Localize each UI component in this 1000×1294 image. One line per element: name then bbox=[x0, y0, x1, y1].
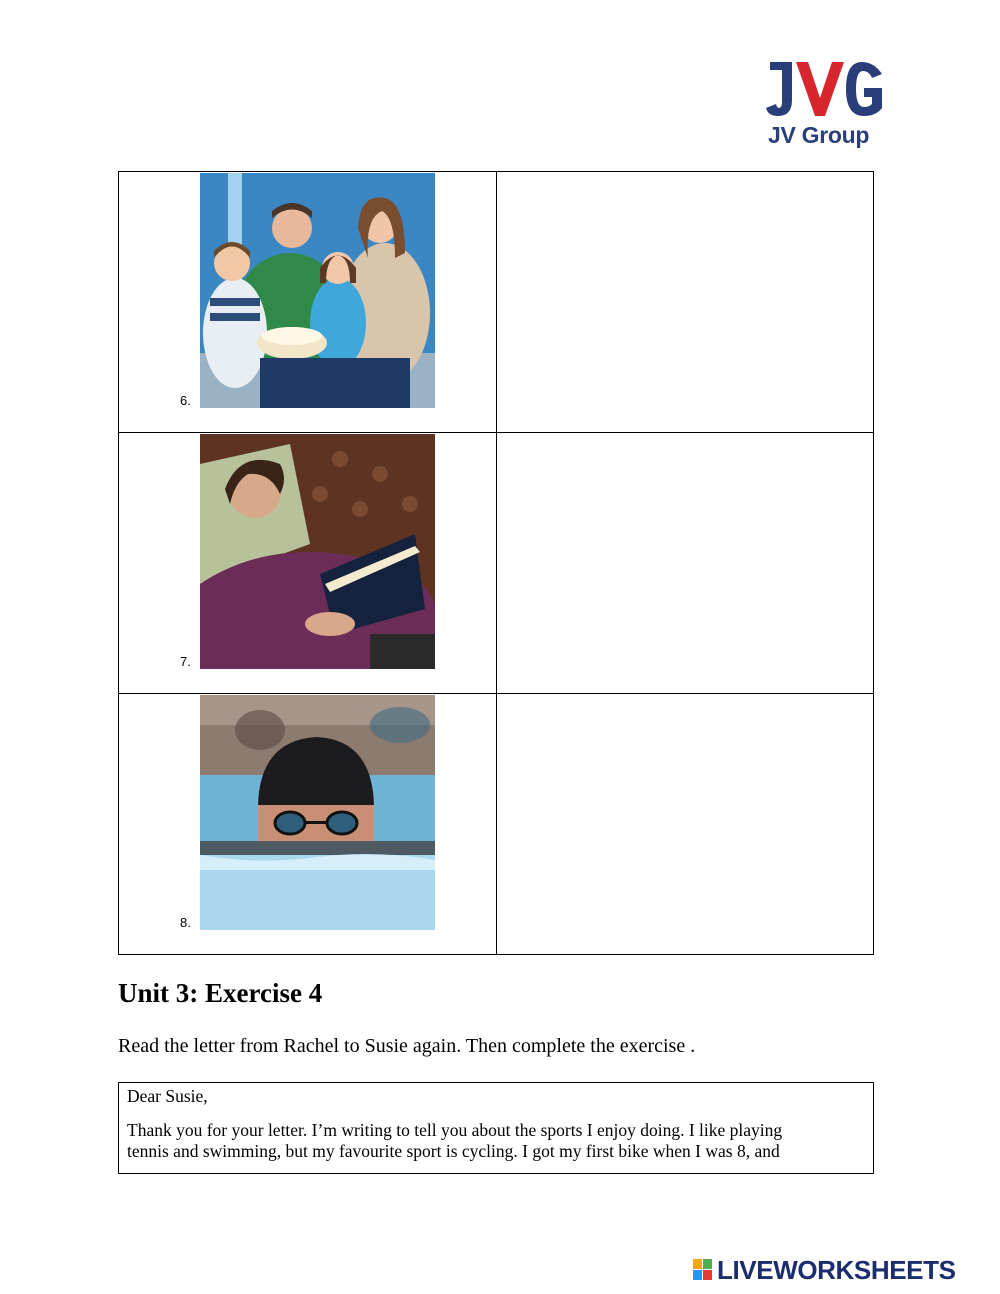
letter-line: tennis and swimming, but my favourite sport is cycling. I got my first bike when I was 8, and bbox=[127, 1141, 780, 1161]
table-row bbox=[119, 172, 874, 433]
exercise-heading: Unit 3: Exercise 4 bbox=[118, 978, 323, 1008]
jv-group-logo bbox=[762, 56, 886, 152]
item-number: 7. bbox=[180, 654, 191, 669]
logo-text: JV Group bbox=[768, 122, 870, 148]
liveworksheets-badge-icon bbox=[693, 1259, 713, 1281]
answer-cell[interactable] bbox=[496, 172, 874, 433]
letter-greeting: Dear Susie, bbox=[127, 1086, 208, 1106]
item-number: 8. bbox=[180, 915, 191, 930]
woman-reading-book-photo bbox=[200, 434, 435, 669]
letter-line: Thank you for your letter. I’m writing to tell you about the sports I enjoy doing. I like playing bbox=[127, 1120, 783, 1140]
swimmer-in-pool-photo bbox=[200, 695, 435, 930]
picture-cell bbox=[119, 172, 497, 433]
picture-cell bbox=[119, 694, 497, 955]
item-number: 6. bbox=[180, 393, 191, 408]
picture-cell bbox=[119, 433, 497, 694]
answer-cell[interactable] bbox=[496, 694, 874, 955]
table-row bbox=[119, 694, 874, 955]
jvg-logo-mark bbox=[762, 56, 886, 124]
liveworksheets-text: LIVEWORKSHEETS bbox=[717, 1255, 956, 1285]
answer-cell[interactable] bbox=[496, 433, 874, 694]
family-watching-movie-photo bbox=[200, 173, 435, 408]
picture-table bbox=[118, 171, 874, 955]
letter-box bbox=[118, 1082, 874, 1174]
exercise-instruction: Read the letter from Rachel to Susie again. Then complete the exercise . bbox=[118, 1035, 696, 1057]
table-row bbox=[119, 433, 874, 694]
